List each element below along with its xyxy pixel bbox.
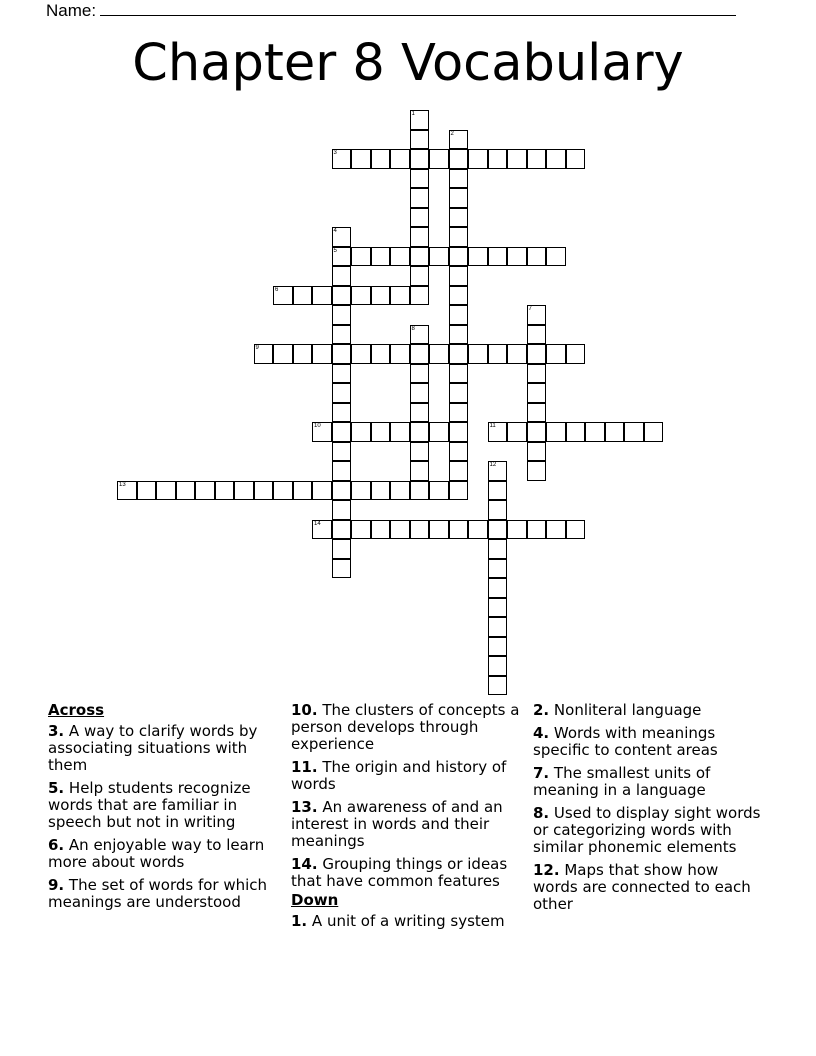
grid-cell[interactable] [449,130,469,150]
grid-cell[interactable] [488,149,508,169]
grid-cell[interactable] [410,403,430,423]
grid-cell[interactable] [410,325,430,345]
grid-cell[interactable] [449,247,469,267]
grid-cell[interactable] [527,461,547,481]
grid-cell[interactable] [527,325,547,345]
grid-cell[interactable] [410,442,430,462]
grid-cell[interactable] [254,344,274,364]
grid-cell[interactable] [312,344,332,364]
grid-cell[interactable] [585,422,605,442]
clue-number-11: 11 [489,423,496,429]
grid-cell[interactable] [449,422,469,442]
clue-across-11: 11. The origin and history of words [291,758,507,793]
clue-down-2: 2. Nonliteral language [533,701,702,719]
grid-cell[interactable] [527,305,547,325]
grid-cell[interactable] [312,286,332,306]
grid-cell[interactable] [371,247,391,267]
grid-cell[interactable] [351,344,371,364]
grid-cell[interactable] [429,481,449,501]
grid-cell[interactable] [546,520,566,540]
grid-cell[interactable] [195,481,215,501]
grid-cell[interactable] [410,520,430,540]
grid-cell[interactable] [137,481,157,501]
grid-cell[interactable] [488,578,508,598]
grid-cell[interactable] [429,247,449,267]
clue-number-13: 13 [119,481,126,488]
grid-cell[interactable] [332,520,352,540]
grid-cell[interactable] [488,559,508,579]
clue-across-5: 5. Help students recognize words that are familiar in speech but not in writing [48,779,251,831]
grid-cell[interactable] [351,247,371,267]
grid-cell[interactable] [644,422,664,442]
grid-cell[interactable] [527,403,547,423]
grid-cell[interactable] [410,227,430,247]
grid-cell[interactable] [332,442,352,462]
clue-down-7: 7. The smallest units of meaning in a language [533,764,711,799]
grid-cell[interactable] [371,344,391,364]
grid-cell[interactable] [390,481,410,501]
grid-cell[interactable] [546,344,566,364]
grid-cell[interactable] [371,422,391,442]
grid-cell[interactable] [293,344,313,364]
grid-cell[interactable] [488,500,508,520]
clue-across-9: 9. The set of words for which meanings are understood [48,876,268,911]
grid-cell[interactable] [449,461,469,481]
grid-cell[interactable] [488,247,508,267]
grid-cell[interactable] [332,364,352,384]
clue-across-3: 3. A way to clarify words by associating situations with them [48,722,258,774]
grid-cell[interactable] [390,520,410,540]
grid-cell[interactable] [488,676,508,696]
grid-cell[interactable] [351,149,371,169]
grid-cell[interactable] [410,110,430,130]
grid-cell[interactable] [410,130,430,150]
grid-cell[interactable] [449,344,469,364]
grid-cell[interactable] [215,481,235,501]
down-heading: Down [291,891,339,909]
grid-cell[interactable] [488,461,508,481]
grid-cell[interactable] [410,266,430,286]
clue-number-5: 5 [333,247,337,254]
grid-cell[interactable] [312,481,332,501]
grid-cell[interactable] [351,286,371,306]
grid-cell[interactable] [429,149,449,169]
grid-cell[interactable] [527,383,547,403]
grid-cell[interactable] [332,422,352,442]
grid-cell[interactable] [332,305,352,325]
grid-cell[interactable] [507,149,527,169]
grid-cell[interactable] [566,344,586,364]
grid-cell[interactable] [410,188,430,208]
grid-cell[interactable] [332,559,352,579]
clue-number-7: 7 [528,306,532,312]
clue-number-10: 10 [314,423,321,429]
grid-cell[interactable] [429,344,449,364]
grid-cell[interactable] [332,344,352,364]
grid-cell[interactable] [410,208,430,228]
grid-cell[interactable] [273,344,293,364]
grid-cell[interactable] [546,247,566,267]
grid-cell[interactable] [410,422,430,442]
clue-down-1: 1. A unit of a writing system [291,912,505,930]
grid-cell[interactable] [488,617,508,637]
grid-cell[interactable] [371,286,391,306]
grid-cell[interactable] [507,247,527,267]
grid-cell[interactable] [293,286,313,306]
grid-cell[interactable] [488,637,508,657]
grid-cell[interactable] [468,149,488,169]
grid-cell[interactable] [527,149,547,169]
grid-cell[interactable] [234,481,254,501]
grid-cell[interactable] [410,344,430,364]
grid-cell[interactable] [332,325,352,345]
grid-cell[interactable] [293,481,313,501]
grid-cell[interactable] [449,520,469,540]
page-title: Chapter 8 Vocabulary [132,34,684,93]
grid-cell[interactable] [410,481,430,501]
grid-cell[interactable] [332,539,352,559]
grid-cell[interactable] [546,422,566,442]
grid-cell[interactable] [332,481,352,501]
grid-cell[interactable] [410,461,430,481]
grid-cell[interactable] [351,520,371,540]
grid-cell[interactable] [390,344,410,364]
grid-cell[interactable] [527,364,547,384]
grid-cell[interactable] [312,422,332,442]
grid-cell[interactable] [332,149,352,169]
grid-cell[interactable] [390,286,410,306]
grid-cell[interactable] [429,520,449,540]
grid-cell[interactable] [410,286,430,306]
clue-across-13: 13. An awareness of and an interest in words and their meanings [291,798,503,850]
grid-cell[interactable] [449,266,469,286]
grid-cell[interactable] [449,305,469,325]
grid-cell[interactable] [488,656,508,676]
grid-cell[interactable] [449,442,469,462]
grid-cell[interactable] [566,422,586,442]
grid-cell[interactable] [390,247,410,267]
grid-cell[interactable] [410,149,430,169]
grid-cell[interactable] [332,500,352,520]
grid-cell[interactable] [273,481,293,501]
clue-column-1 [48,702,282,917]
clue-column-3 [533,702,767,919]
grid-cell[interactable] [449,325,469,345]
grid-cell[interactable] [332,461,352,481]
grid-cell[interactable] [410,383,430,403]
grid-cell[interactable] [332,403,352,423]
clue-across-14: 14. Grouping things or ideas that have common features [291,855,508,890]
clue-number-9: 9 [255,345,259,351]
grid-cell[interactable] [449,169,469,189]
grid-cell[interactable] [468,520,488,540]
grid-cell[interactable] [156,481,176,501]
grid-cell[interactable] [429,422,449,442]
grid-cell[interactable] [312,520,332,540]
clue-number-6: 6 [275,286,279,293]
clue-number-12: 12 [489,462,497,468]
grid-cell[interactable] [332,227,352,247]
grid-cell[interactable] [449,149,469,169]
clue-down-8: 8. Used to display sight words or categorizing words with similar phonemic elements [533,804,761,856]
grid-cell[interactable] [390,422,410,442]
clue-number-14: 14 [314,520,321,527]
grid-cell[interactable] [449,383,469,403]
grid-cell[interactable] [605,422,625,442]
grid-cell[interactable] [371,520,391,540]
grid-cell[interactable] [527,442,547,462]
clue-number-2: 2 [450,130,454,137]
clue-number-3: 3 [333,150,337,156]
grid-cell[interactable] [488,598,508,618]
grid-cell[interactable] [332,266,352,286]
grid-cell[interactable] [507,344,527,364]
grid-cell[interactable] [273,286,293,306]
grid-cell[interactable] [410,247,430,267]
grid-cell[interactable] [449,364,469,384]
grid-cell[interactable] [468,247,488,267]
clue-column-2 [291,702,525,936]
grid-cell[interactable] [176,481,196,501]
grid-cell[interactable] [351,422,371,442]
clue-across-6: 6. An enjoyable way to learn more about words [48,836,265,871]
grid-cell[interactable] [332,383,352,403]
grid-cell[interactable] [566,149,586,169]
grid-cell[interactable] [488,344,508,364]
grid-cell[interactable] [390,149,410,169]
grid-cell[interactable] [449,227,469,247]
grid-cell[interactable] [566,520,586,540]
grid-cell[interactable] [507,422,527,442]
grid-cell[interactable] [468,344,488,364]
name-label: Name: [46,1,97,20]
grid-cell[interactable] [117,481,137,501]
across-heading: Across [48,701,105,719]
grid-cell[interactable] [351,481,371,501]
grid-cell[interactable] [449,403,469,423]
grid-cell[interactable] [371,149,391,169]
clue-number-8: 8 [411,325,415,332]
grid-cell[interactable] [488,481,508,501]
grid-cell[interactable] [371,481,391,501]
grid-cell[interactable] [546,149,566,169]
clue-number-4: 4 [333,228,337,234]
grid-cell[interactable] [624,422,644,442]
grid-cell[interactable] [488,520,508,540]
grid-cell[interactable] [254,481,274,501]
grid-cell[interactable] [488,539,508,559]
clue-down-12: 12. Maps that show how words are connected to each other [533,861,751,913]
grid-cell[interactable] [527,247,547,267]
grid-cell[interactable] [449,481,469,501]
grid-cell[interactable] [449,208,469,228]
grid-cell[interactable] [410,169,430,189]
clue-across-10: 10. The clusters of concepts a person develops through experience [291,701,520,753]
grid-cell[interactable] [449,286,469,306]
grid-cell[interactable] [332,286,352,306]
grid-cell[interactable] [332,247,352,267]
grid-cell[interactable] [527,344,547,364]
clue-down-4: 4. Words with meanings specific to content areas [533,724,718,759]
grid-cell[interactable] [488,422,508,442]
grid-cell[interactable] [449,188,469,208]
clue-number-1: 1 [411,111,415,117]
grid-cell[interactable] [507,520,527,540]
grid-cell[interactable] [527,422,547,442]
grid-cell[interactable] [410,364,430,384]
grid-cell[interactable] [527,520,547,540]
